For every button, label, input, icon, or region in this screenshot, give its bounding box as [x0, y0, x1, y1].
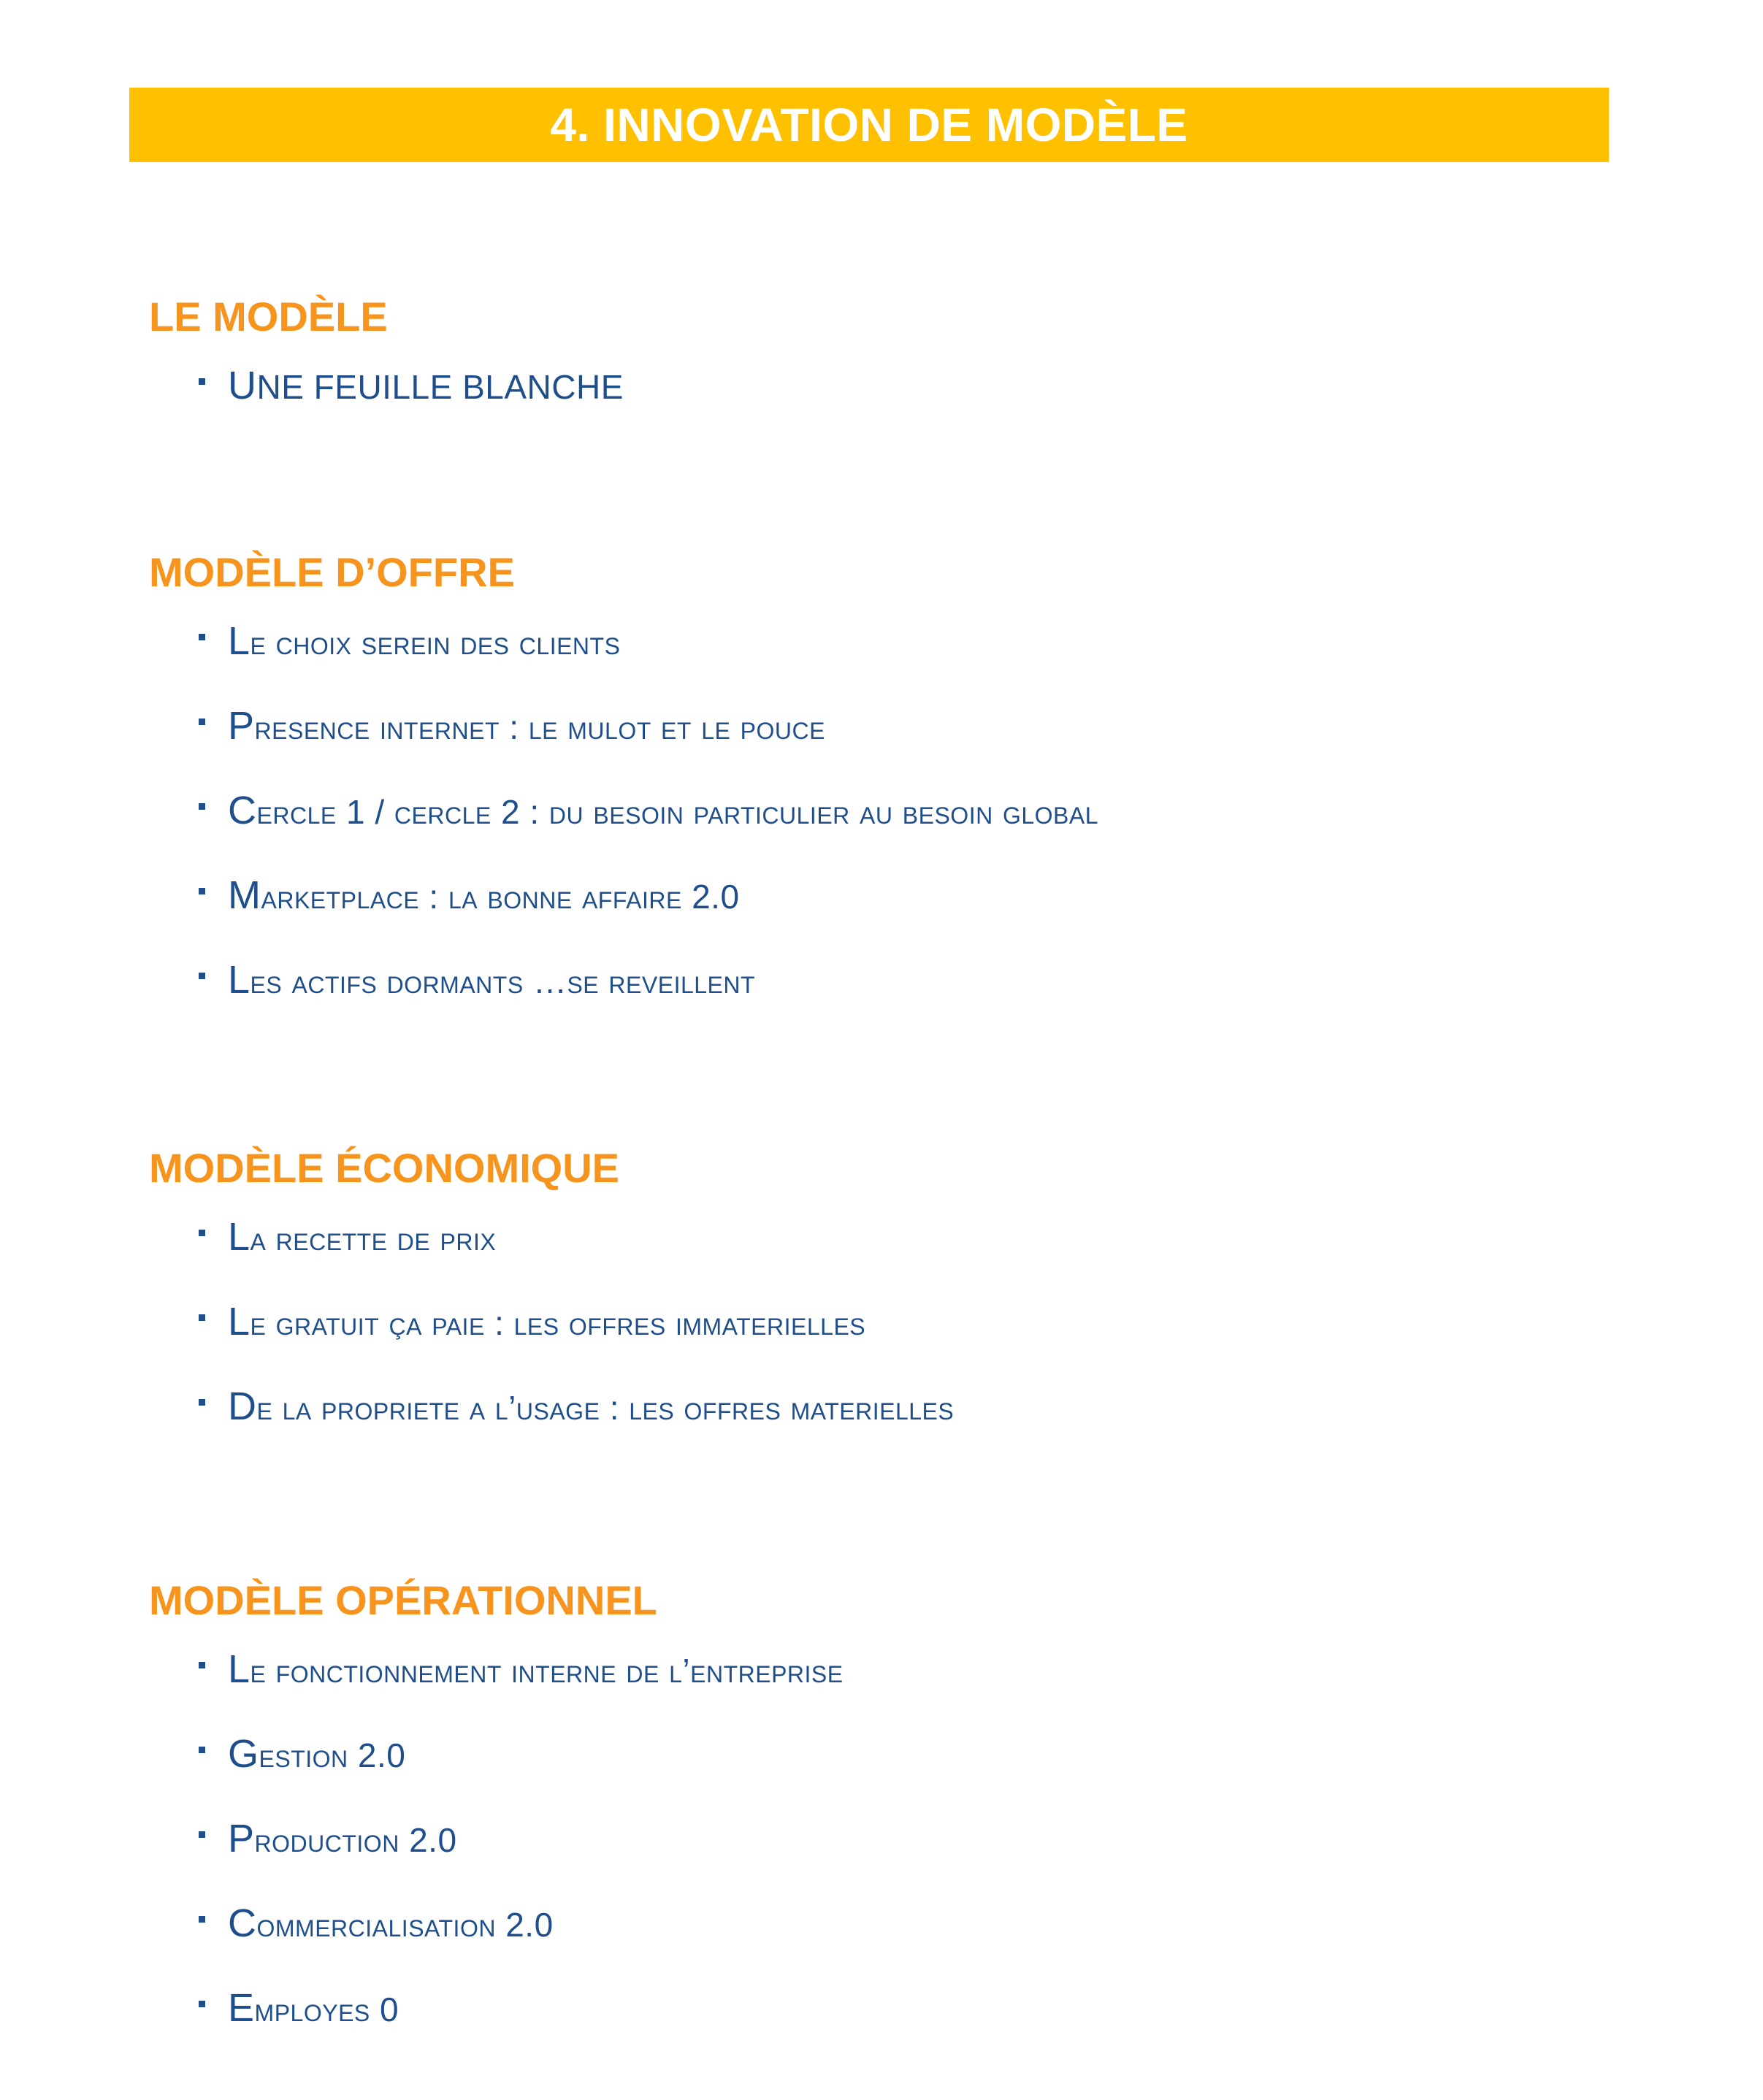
list-item-text: Cercle 1 / cercle 2 : du besoin particulier au besoin global: [228, 789, 1099, 832]
bullet-list: [149, 1627, 1683, 2050]
list-item: [149, 1966, 1683, 2050]
section-modele-offre: [149, 546, 1683, 1022]
section-modele-operationnel: [149, 1574, 1683, 2050]
list-item: [149, 1627, 1683, 1712]
square-bullet-icon: [199, 1230, 205, 1236]
list-item-text: Production 2.0: [228, 1817, 457, 1861]
list-item-text: Marketplace : la bonne affaire 2.0: [228, 873, 740, 917]
section-heading: MODÈLE ÉCONOMIQUE: [149, 1145, 620, 1191]
square-bullet-icon: [199, 1662, 205, 1668]
list-item: [149, 1796, 1683, 1881]
square-bullet-icon: [199, 1399, 205, 1406]
square-bullet-icon: [199, 718, 205, 725]
list-item: [149, 1712, 1683, 1796]
square-bullet-icon: [199, 1916, 205, 1923]
title-banner: [129, 88, 1609, 162]
list-item-text: Presence internet : le mulot et le pouce: [228, 704, 825, 748]
bullet-list: [149, 599, 1683, 1022]
section-heading: MODÈLE OPÉRATIONNEL: [149, 1577, 657, 1623]
section-le-modele: [149, 291, 1683, 428]
list-item-text: Le choix serein des clients: [228, 619, 621, 663]
section-heading: MODÈLE D’OFFRE: [149, 549, 515, 595]
square-bullet-icon: [199, 1831, 205, 1838]
page-title: 4. INNOVATION DE MODÈLE: [550, 99, 1188, 151]
list-item: [149, 1195, 1683, 1279]
list-item-text: De la propriete a l’usage : les offres materielles: [228, 1384, 955, 1428]
square-bullet-icon: [199, 1747, 205, 1753]
list-item: [149, 768, 1683, 853]
list-item-text: Commercialisation 2.0: [228, 1901, 554, 1945]
list-item: [149, 1881, 1683, 1966]
list-item: [149, 1364, 1683, 1449]
square-bullet-icon: [199, 888, 205, 894]
list-item-text: UNE FEUILLE BLANCHE: [228, 364, 624, 407]
list-item: [149, 683, 1683, 768]
list-item: [149, 599, 1683, 683]
square-bullet-icon: [199, 378, 205, 385]
bullet-list: [149, 343, 1683, 428]
square-bullet-icon: [199, 1314, 205, 1321]
square-bullet-icon: [199, 634, 205, 640]
list-item-text: Le fonctionnement interne de l’entreprise: [228, 1647, 844, 1691]
list-item-text: Le gratuit ça paie : les offres immaterielles: [228, 1300, 866, 1344]
section-heading: LE MODÈLE: [149, 294, 388, 340]
list-item-text: Les actifs dormants …se reveillent: [228, 958, 756, 1002]
square-bullet-icon: [199, 973, 205, 979]
square-bullet-icon: [199, 803, 205, 810]
list-item: [149, 938, 1683, 1022]
list-item-text: Employes 0: [228, 1986, 399, 2030]
list-item-text: Gestion 2.0: [228, 1732, 406, 1776]
square-bullet-icon: [199, 2001, 205, 2007]
section-modele-economique: [149, 1142, 1683, 1449]
list-item: [149, 1279, 1683, 1364]
list-item: [149, 853, 1683, 938]
bullet-list: [149, 1195, 1683, 1449]
list-item: [149, 343, 1683, 428]
list-item-text: La recette de prix: [228, 1215, 497, 1259]
